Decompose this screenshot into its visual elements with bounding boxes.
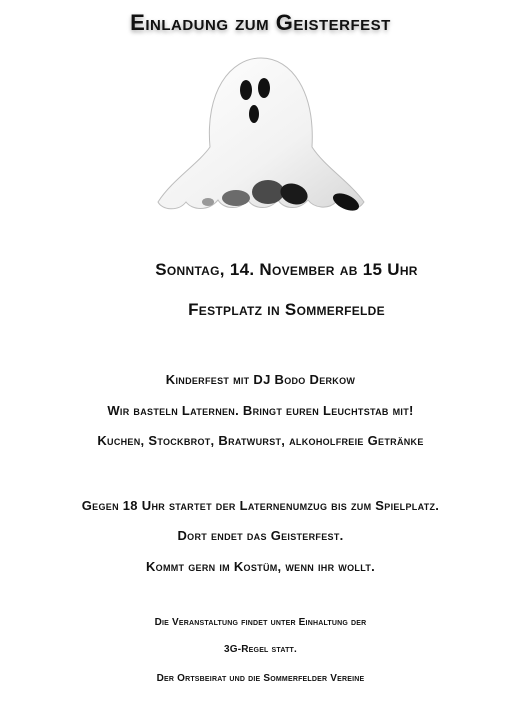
footer-line: Die Veranstaltung findet unter Einhaltung der [154, 617, 367, 628]
footer-line: Der Ortsbeirat und die Sommerfelder Vereine [156, 673, 365, 684]
ghost-icon [150, 52, 372, 222]
program-line: Wir basteln Laternen. Bringt euren Leuchtstab mit! [107, 403, 414, 418]
event-date: Sonntag, 14. November ab 15 Uhr [155, 260, 418, 279]
program-line: Kuchen, Stockbrot, Bratwurst, alkoholfreie Getränke [97, 433, 424, 448]
lantern-line: Kommt gern im Kostüm, wenn ihr wollt. [145, 559, 376, 574]
page-title: Einladung zum Geisterfest [130, 10, 391, 35]
lantern-line: Gegen 18 Uhr startet der Laternenumzug bis zum Spielplatz. [81, 498, 440, 513]
lantern-line: Dort endet das Geisterfest. [177, 528, 344, 543]
program-line: Kinderfest mit DJ Bodo Derkow [165, 372, 356, 387]
footer-line: 3G-Regel statt. [223, 644, 298, 655]
event-location: Festplatz in Sommerfelde [188, 300, 385, 319]
